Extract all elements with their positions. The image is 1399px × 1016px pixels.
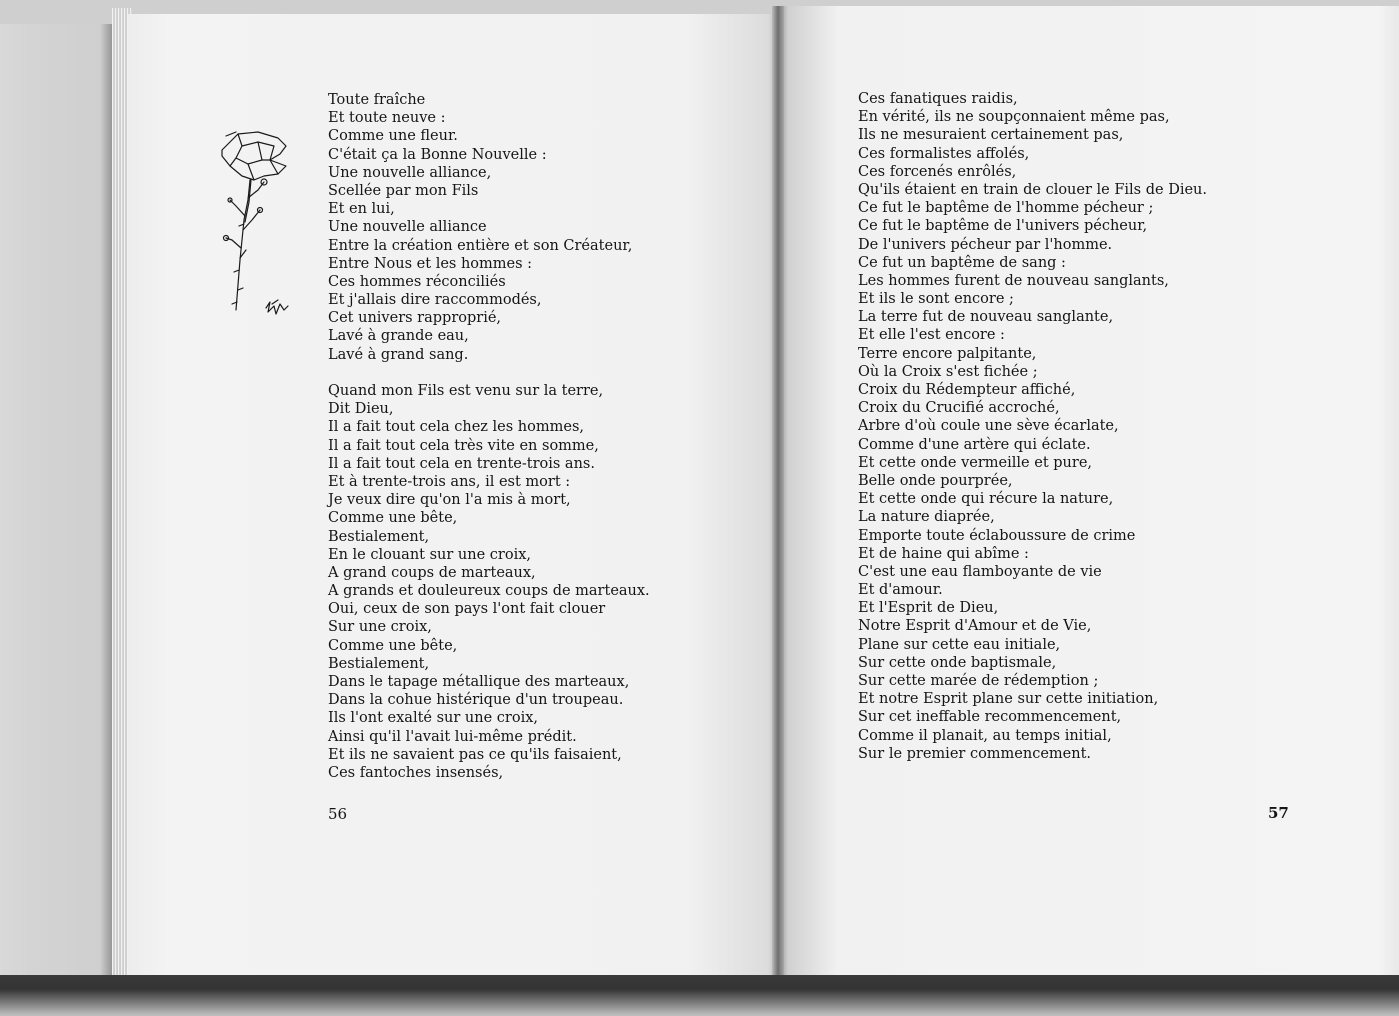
poem-line: La nature diaprée, [858, 509, 995, 526]
poem-line: Ainsi qu'il l'avait lui-même prédit. [328, 728, 577, 745]
poem-line: Et cette onde vermeille et pure, [858, 454, 1093, 471]
poem-line: Dit Dieu, [328, 401, 394, 418]
poem-line: C'était ça la Bonne Nouvelle : [328, 146, 547, 163]
poem-line: Croix du Rédempteur affiché, [858, 382, 1076, 398]
poem-line: Et ils le sont encore ; [858, 291, 1014, 308]
poem-line: Ce fut le baptême de l'univers pécheur, [858, 218, 1148, 235]
poem-line: Toute fraîche [328, 92, 426, 108]
poem-line: En vérité, ils ne soupçonnaient même pas, [858, 109, 1170, 126]
poem-line: Cet univers rapproprié, [328, 310, 502, 327]
book-gutter [772, 6, 784, 978]
poem-line: Et ils ne savaient pas ce qu'ils faisaient, [328, 746, 622, 763]
poem-line: Belle onde pourprée, [858, 472, 1013, 489]
rose-drawing [208, 120, 303, 330]
poem-line: Dans la cohue histérique d'un troupeau. [328, 692, 624, 709]
page-number-right: 57 [1268, 804, 1289, 822]
poem-line: Ces forcenés enrôlés, [858, 163, 1017, 180]
poem-line: Ces fanatiques raidis, [858, 91, 1018, 107]
poem-line: Il a fait tout cela très vite en somme, [328, 437, 599, 454]
poem-line: Ces hommes réconciliés [328, 273, 506, 290]
poem-line: Bestialement, [328, 528, 430, 545]
poem-line: Sur une croix, [328, 619, 432, 636]
poem-line: Comme une bête, [328, 510, 458, 527]
poem-line: Terre encore palpitante, [858, 345, 1037, 362]
poem-line: Comme il planait, au temps initial, [858, 727, 1112, 744]
poem-line: A grands et douleureux coups de marteaux. [328, 583, 650, 600]
page-number-left: 56 [328, 805, 348, 823]
poem-line: Ce fut le baptême de l'homme pécheur ; [858, 200, 1154, 217]
poem-line: Lavé à grande eau, [328, 328, 469, 345]
poem-line: Ces formalistes affolés, [858, 145, 1030, 162]
poem-right-page [858, 90, 1207, 763]
poem-line: Sur cette onde baptismale, [858, 654, 1057, 671]
poem-line: Emporte toute éclaboussure de crime [858, 527, 1136, 544]
poem-line: Qu'ils étaient en train de clouer le Fils de Dieu. [858, 181, 1207, 198]
poem-line: Une nouvelle alliance, [328, 164, 492, 181]
poem-line: Où la Croix s'est fichée ; [858, 363, 1038, 380]
poem-line: Scellée par mon Fils [328, 182, 479, 199]
poem-line: Sur cet ineffable recommencement, [858, 709, 1122, 726]
poem-line: Lavé à grand sang. [328, 346, 469, 363]
scanner-backdrop-left [0, 0, 118, 1016]
poem-line: La terre fut de nouveau sanglante, [858, 309, 1114, 326]
poem-line: Notre Esprit d'Amour et de Vie, [858, 618, 1092, 635]
poem-line: Et cette onde qui récure la nature, [858, 491, 1114, 508]
poem-line: Plane sur cette eau initiale, [858, 636, 1061, 653]
poem-line: Quand mon Fils est venu sur la terre, [328, 383, 604, 399]
poem-line: Ces fantoches insensés, [328, 764, 504, 781]
poem-line: Et d'amour. [858, 582, 943, 599]
poem-line: En le clouant sur une croix, [328, 546, 531, 563]
poem-line: Entre Nous et les hommes : [328, 255, 533, 272]
poem-line: Et elle l'est encore : [858, 327, 1005, 344]
poem-line: Comme une bête, [328, 637, 458, 654]
poem-line: Et l'Esprit de Dieu, [858, 600, 999, 617]
poem-line: Bestialement, [328, 655, 430, 672]
poem-line: Et à trente-trois ans, il est mort : [328, 473, 571, 490]
poem-line: Oui, ceux de son pays l'ont fait clouer [328, 601, 606, 618]
poem-left-page [328, 91, 650, 782]
poem-line: Ils l'ont exalté sur une croix, [328, 710, 538, 727]
stanza-break [328, 364, 650, 382]
poem-line: Une nouvelle alliance [328, 219, 487, 236]
poem-line: Il a fait tout cela chez les hommes, [328, 419, 584, 436]
poem-line: A grand coups de marteaux, [328, 564, 536, 581]
poem-line: Ils ne mesuraient certainement pas, [858, 127, 1124, 144]
poem-line: Je veux dire qu'on l'a mis à mort, [328, 492, 571, 509]
poem-line: De l'univers pécheur par l'homme. [858, 236, 1113, 253]
poem-line: Les hommes furent de nouveau sanglants, [858, 272, 1169, 289]
poem-line: Dans le tapage métallique des marteaux, [328, 674, 630, 690]
poem-line: Et toute neuve : [328, 110, 446, 127]
poem-line: Comme d'une artère qui éclate. [858, 436, 1091, 453]
scanner-backdrop-bottom [0, 975, 1399, 1016]
poem-line: Sur le premier commencement. [858, 745, 1092, 762]
poem-line: C'est une eau flamboyante de vie [858, 563, 1102, 580]
poem-line: Et j'allais dire raccommodés, [328, 292, 542, 309]
poem-line: Et en lui, [328, 201, 395, 218]
poem-line: Comme une fleur. [328, 128, 458, 145]
poem-line: Et de haine qui abîme : [858, 545, 1029, 562]
poem-line: Croix du Crucifié accroché, [858, 400, 1060, 417]
poem-line: Ce fut un baptême de sang : [858, 254, 1066, 271]
poem-line: Et notre Esprit plane sur cette initiation, [858, 691, 1159, 708]
poem-line: Arbre d'où coule une sève écarlate, [858, 418, 1119, 435]
poem-line: Il a fait tout cela en trente-trois ans. [328, 455, 595, 472]
poem-line: Sur cette marée de rédemption ; [858, 673, 1099, 689]
poem-line: Entre la création entière et son Créateur, [328, 237, 633, 254]
